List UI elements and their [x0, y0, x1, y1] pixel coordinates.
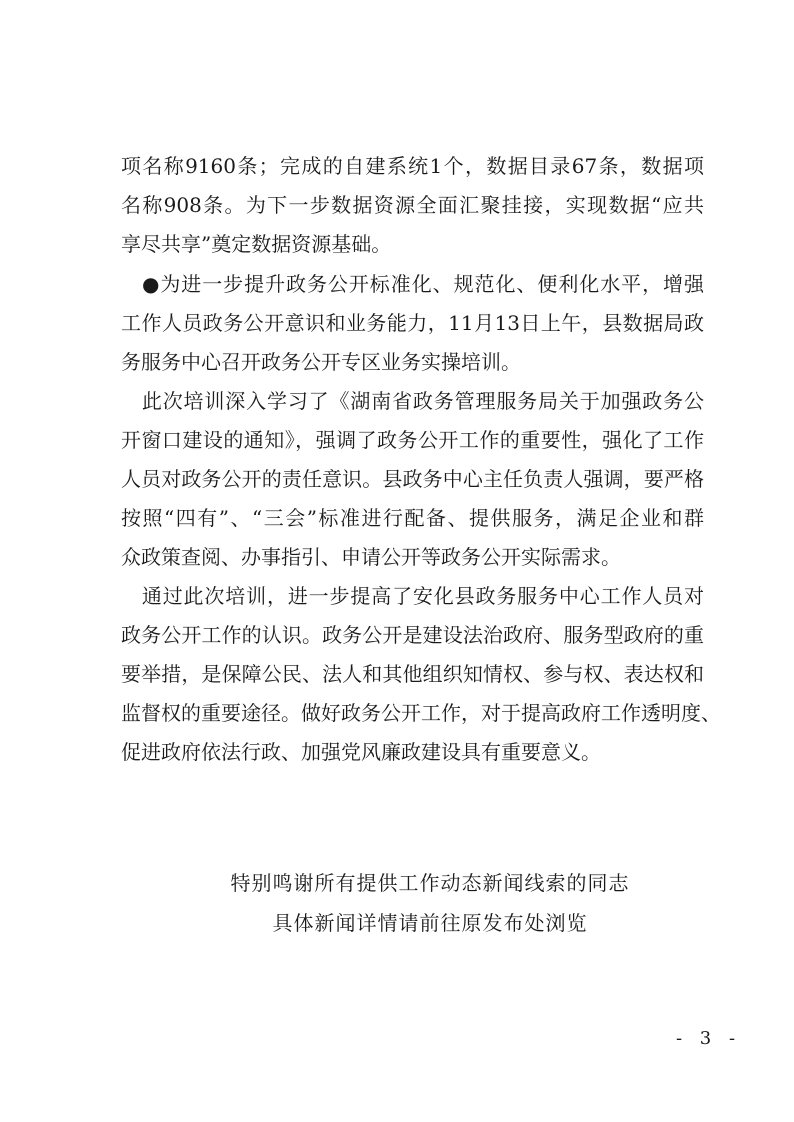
body-line: 工作人员政务公开意识和业务能力，11月13日上午，县数据局政 — [121, 311, 704, 335]
body-line: 此次培训深入学习了《湖南省政务管理服务局关于加强政务公 — [121, 389, 704, 413]
body-line: 监督权的重要途径。做好政务公开工作，对于提高政府工作透明度、 — [121, 701, 721, 725]
body-line: 众政策查阅、办事指引、申请公开等政务公开实际需求。 — [121, 545, 621, 569]
body-line: 开窗口建设的通知》，强调了政务公开工作的重要性，强化了工作 — [121, 428, 704, 452]
body-line: 人员对政务公开的责任意识。县政务中心主任负责人强调，要严格 — [121, 467, 704, 491]
footer-thanks: 特别鸣谢所有提供工作动态新闻线索的同志 — [230, 871, 630, 895]
body-line: 享尽共享”奠定数据资源基础。 — [121, 232, 392, 256]
body-line: 要举措，是保障公民、法人和其他组织知情权、参与权、表达权和 — [121, 662, 704, 686]
page-number: - 3 - — [676, 1028, 742, 1049]
body-line: 促进政府依法行政、加强党风廉政建设具有重要意义。 — [121, 740, 601, 764]
body-line: 项名称9160条；完成的自建系统1个，数据目录67条，数据项 — [121, 154, 704, 178]
body-line: 按照“四有”、“三会”标准进行配备、提供服务，满足企业和群 — [121, 506, 704, 530]
body-line: 通过此次培训，进一步提高了安化县政务服务中心工作人员对 — [121, 584, 704, 608]
body-line: 名称908条。为下一步数据资源全面汇聚挂接，实现数据“应共 — [121, 193, 704, 217]
body-line: 政务公开工作的认识。政务公开是建设法治政府、服务型政府的重 — [121, 623, 704, 647]
body-line: 务服务中心召开政务公开专区业务实操培训。 — [121, 350, 521, 374]
body-line: ●为进一步提升政务公开标准化、规范化、便利化水平，增强 — [121, 272, 704, 296]
footer-note: 具体新闻详情请前往原发布处浏览 — [272, 911, 588, 935]
